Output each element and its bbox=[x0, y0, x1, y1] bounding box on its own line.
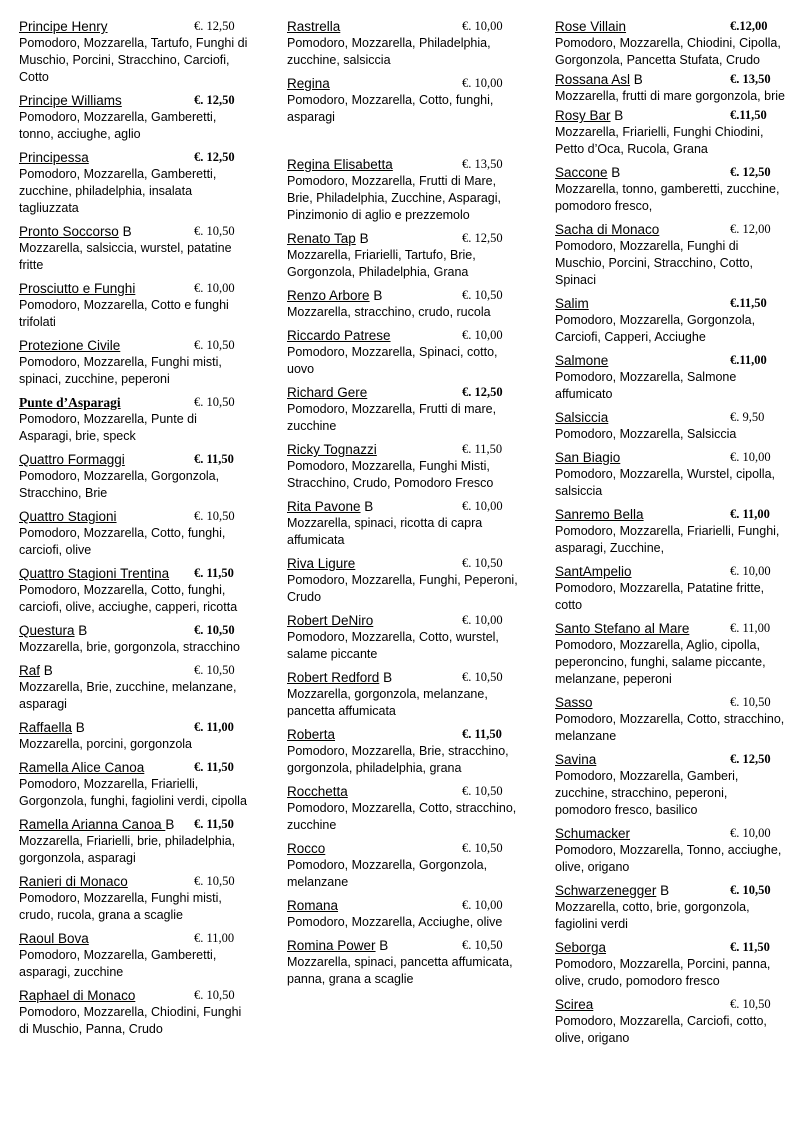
menu-item bbox=[287, 384, 519, 435]
menu-item-header bbox=[555, 620, 787, 637]
pizza-name: Pronto Soccorso bbox=[19, 224, 119, 239]
pizza-tag: B bbox=[74, 623, 88, 638]
pizza-tag: B bbox=[630, 72, 643, 87]
pizza-name: Questura bbox=[19, 623, 75, 638]
pizza-ingredients: Pomodoro, Mozzarella, Chiodini, Cipolla, Gorgonzola, Pancetta Stufata, Crudo bbox=[555, 36, 781, 67]
pizza-price: €. 11,50 bbox=[194, 817, 234, 831]
menu-item-header bbox=[287, 441, 519, 458]
menu-item bbox=[19, 816, 251, 867]
pizza-price: €. 10,00 bbox=[462, 613, 503, 627]
menu-item bbox=[287, 555, 519, 606]
pizza-ingredients: Pomodoro, Mozzarella, Carciofi, cotto, olive, origano bbox=[555, 1014, 767, 1045]
menu-item-header bbox=[287, 287, 519, 304]
menu-item-header bbox=[19, 223, 251, 240]
pizza-price: €. 12,50 bbox=[462, 385, 503, 399]
menu-item-header bbox=[555, 164, 787, 181]
pizza-price: €. 12,50 bbox=[462, 231, 503, 245]
menu-item bbox=[19, 337, 251, 388]
menu-item-header bbox=[555, 409, 787, 426]
pizza-price: €. 12,50 bbox=[730, 752, 771, 766]
pizza-name: Principe Henry bbox=[19, 19, 108, 34]
menu-item bbox=[19, 719, 251, 753]
pizza-name: Riccardo Patrese bbox=[287, 328, 391, 343]
menu-item-header bbox=[555, 506, 787, 523]
pizza-price: €. 10,00 bbox=[730, 450, 771, 464]
pizza-name: Punte d’Asparagi bbox=[19, 395, 121, 410]
pizza-name: Schwarzenegger bbox=[555, 883, 657, 898]
pizza-ingredients: Pomodoro, Mozzarella, Cotto, stracchino, zucchine bbox=[287, 801, 517, 832]
pizza-name: Quattro Stagioni Trentina bbox=[19, 566, 170, 581]
menu-item-header bbox=[19, 719, 251, 736]
pizza-price: €. 11,50 bbox=[194, 566, 234, 580]
pizza-name: Salsiccia bbox=[555, 410, 609, 425]
menu-item bbox=[287, 783, 519, 834]
pizza-name: Prosciutto e Funghi bbox=[19, 281, 136, 296]
menu-item bbox=[19, 280, 251, 331]
menu-item-header bbox=[287, 555, 519, 572]
pizza-tag: B bbox=[72, 720, 85, 735]
menu-item bbox=[555, 506, 787, 557]
pizza-name: Rastrella bbox=[287, 19, 341, 34]
pizza-ingredients: Pomodoro, Mozzarella, Tartufo, Funghi di Muschio, Porcini, Stracchino, Carciofi, Cotto bbox=[19, 36, 248, 84]
pizza-ingredients: Pomodoro, Mozzarella, Wurstel, cipolla, salsiccia bbox=[555, 467, 775, 498]
pizza-price: €. 10,50 bbox=[194, 509, 235, 523]
menu-item bbox=[19, 18, 251, 86]
pizza-price: €. 10,50 bbox=[462, 938, 503, 952]
menu-item bbox=[19, 565, 251, 616]
pizza-name: Rose Villain bbox=[555, 19, 627, 34]
menu-item bbox=[555, 18, 787, 69]
pizza-tag: B bbox=[379, 670, 393, 685]
pizza-price: €. 11,50 bbox=[194, 760, 234, 774]
menu-item bbox=[287, 18, 519, 69]
pizza-ingredients: Pomodoro, Mozzarella, Gorgonzola, Carciofi, Capperi, Acciughe bbox=[555, 313, 756, 344]
pizza-name: Sasso bbox=[555, 695, 593, 710]
pizza-price: €. 12,50 bbox=[194, 150, 235, 164]
pizza-ingredients: Pomodoro, Mozzarella, Tonno, acciughe, olive, origano bbox=[555, 843, 782, 874]
pizza-ingredients: Pomodoro, Mozzarella, Acciughe, olive bbox=[287, 915, 503, 929]
pizza-price: €. 10,00 bbox=[730, 564, 771, 578]
pizza-ingredients: Mozzarella, gorgonzola, melanzane, pancetta affumicata bbox=[287, 687, 488, 718]
pizza-price: €. 10,50 bbox=[730, 883, 771, 897]
pizza-name: SantAmpelio bbox=[555, 564, 632, 579]
menu-item-header bbox=[555, 18, 787, 35]
menu-item bbox=[555, 295, 787, 346]
pizza-name: Savina bbox=[555, 752, 597, 767]
pizza-ingredients: Pomodoro, Mozzarella, Cotto, funghi, carciofi, olive bbox=[19, 526, 226, 557]
pizza-ingredients: Pomodoro, Mozzarella, Frutti di Mare, Brie, Philadelphia, Zucchine, Asparagi, Pinzimonio di aglio e prezzemolo bbox=[287, 174, 502, 222]
pizza-price: €. 10,50 bbox=[194, 623, 235, 637]
pizza-name: Robert DeNiro bbox=[287, 613, 374, 628]
menu-item bbox=[555, 71, 787, 105]
menu-item bbox=[287, 840, 519, 891]
menu-item-header bbox=[555, 71, 787, 88]
menu-item-header bbox=[19, 337, 251, 354]
pizza-price: €. 11,00 bbox=[730, 507, 770, 521]
pizza-ingredients: Pomodoro, Mozzarella, Gorgonzola, Stracchino, Brie bbox=[19, 469, 220, 500]
pizza-name: Salim bbox=[555, 296, 589, 311]
menu-item bbox=[555, 996, 787, 1047]
pizza-name: Saccone bbox=[555, 165, 608, 180]
menu-item-header bbox=[287, 230, 519, 247]
menu-item bbox=[19, 508, 251, 559]
menu-item bbox=[287, 498, 519, 549]
pizza-ingredients: Pomodoro, Mozzarella, Funghi di Muschio, Porcini, Stracchino, Cotto, Spinaci bbox=[555, 239, 753, 287]
pizza-price: €. 11,50 bbox=[462, 442, 503, 456]
menu-item bbox=[287, 937, 519, 988]
pizza-tag: B bbox=[375, 938, 389, 953]
pizza-ingredients: Pomodoro, Mozzarella, Gamberetti, tonno, acciughe, aglio bbox=[19, 110, 217, 141]
pizza-price: €. 10,50 bbox=[194, 988, 235, 1002]
pizza-price: €. 13,50 bbox=[462, 157, 503, 171]
pizza-ingredients: Pomodoro, Mozzarella, Cotto, stracchino, melanzane bbox=[555, 712, 785, 743]
pizza-price: €. 11,50 bbox=[730, 940, 770, 954]
pizza-price: €. 10,50 bbox=[462, 288, 503, 302]
menu-item bbox=[555, 825, 787, 876]
menu-item-header bbox=[555, 996, 787, 1013]
pizza-name: Regina bbox=[287, 76, 330, 91]
pizza-name: Rita Pavone bbox=[287, 499, 361, 514]
menu-column-1 bbox=[19, 18, 251, 1044]
pizza-ingredients: Pomodoro, Mozzarella, Cotto, wurstel, salame piccante bbox=[287, 630, 499, 661]
pizza-ingredients: Pomodoro, Mozzarella, Funghi, Peperoni, Crudo bbox=[287, 573, 518, 604]
menu-item bbox=[555, 221, 787, 289]
menu-item bbox=[555, 107, 787, 158]
menu-item bbox=[555, 751, 787, 819]
menu-item bbox=[19, 759, 251, 810]
pizza-name: Ramella Alice Canoa bbox=[19, 760, 145, 775]
pizza-price: €. 12,50 bbox=[194, 93, 235, 107]
pizza-name: Salmone bbox=[555, 353, 609, 368]
pizza-price: €.11,50 bbox=[730, 296, 767, 310]
pizza-price: €. 11,00 bbox=[194, 931, 235, 945]
pizza-tag: B bbox=[607, 165, 621, 180]
menu-item bbox=[287, 612, 519, 663]
menu-item-header bbox=[287, 18, 519, 35]
pizza-ingredients: Pomodoro, Mozzarella, Friarielli, Funghi, asparagi, Zucchine, bbox=[555, 524, 780, 555]
pizza-name: Regina Elisabetta bbox=[287, 157, 393, 172]
menu-item bbox=[19, 873, 251, 924]
menu-item-header bbox=[19, 987, 251, 1004]
pizza-price: €. 10,50 bbox=[730, 997, 771, 1011]
pizza-tag: B bbox=[360, 499, 374, 514]
pizza-price: €.12,00 bbox=[730, 19, 768, 33]
pizza-ingredients: Mozzarella, Friarielli, Funghi Chiodini, Petto d’Oca, Rucola, Grana bbox=[555, 125, 764, 156]
pizza-ingredients: Pomodoro, Mozzarella, Brie, stracchino, gorgonzola, philadelphia, grana bbox=[287, 744, 509, 775]
menu-item-header bbox=[19, 280, 251, 297]
pizza-ingredients: Pomodoro, Mozzarella, Aglio, cipolla, peperoncino, funghi, salame piccante, melanzane, peperoni bbox=[555, 638, 766, 686]
pizza-name: Quattro Stagioni bbox=[19, 509, 117, 524]
menu-item bbox=[287, 327, 519, 378]
menu-item-header bbox=[19, 18, 251, 35]
menu-item-header bbox=[287, 156, 519, 173]
pizza-name: Quattro Formaggi bbox=[19, 452, 125, 467]
menu-item-header bbox=[19, 394, 251, 411]
pizza-ingredients: Mozzarella, tonno, gamberetti, zucchine, pomodoro fresco, bbox=[555, 182, 780, 213]
pizza-price: €. 10,50 bbox=[462, 556, 503, 570]
pizza-name: Ramella Arianna Canoa bbox=[19, 817, 166, 832]
menu-item bbox=[555, 409, 787, 443]
pizza-ingredients: Pomodoro, Mozzarella, Patatine fritte, cotto bbox=[555, 581, 765, 612]
menu-item-header bbox=[555, 694, 787, 711]
menu-item bbox=[19, 662, 251, 713]
pizza-price: €. 9,50 bbox=[730, 410, 765, 424]
menu-item-header bbox=[19, 662, 251, 679]
pizza-price: €. 11,50 bbox=[462, 727, 502, 741]
menu-item-header bbox=[19, 816, 251, 833]
menu-item-header bbox=[287, 783, 519, 800]
pizza-price: €. 11,00 bbox=[194, 720, 234, 734]
pizza-price: €. 12,50 bbox=[194, 19, 235, 33]
menu-item bbox=[19, 987, 251, 1038]
menu-item bbox=[19, 394, 251, 445]
menu-item bbox=[19, 149, 251, 217]
menu-item bbox=[287, 75, 519, 126]
menu-column-3 bbox=[555, 18, 787, 1053]
pizza-name: Raphael di Monaco bbox=[19, 988, 136, 1003]
pizza-ingredients: Pomodoro, Mozzarella, Chiodini, Funghi di Muschio, Panna, Crudo bbox=[19, 1005, 242, 1036]
pizza-ingredients: Pomodoro, Mozzarella, Funghi misti, crudo, rucola, grana a scaglie bbox=[19, 891, 222, 922]
pizza-price: €. 10,00 bbox=[730, 826, 771, 840]
menu-item-header bbox=[287, 937, 519, 954]
pizza-ingredients: Pomodoro, Mozzarella, Funghi Misti, Stracchino, Crudo, Pomodoro Fresco bbox=[287, 459, 494, 490]
menu-item-header bbox=[555, 939, 787, 956]
pizza-name: Schumacker bbox=[555, 826, 631, 841]
pizza-tag: B bbox=[369, 288, 383, 303]
pizza-price: €. 10,50 bbox=[194, 338, 235, 352]
menu-column-2 bbox=[287, 18, 519, 994]
menu-item bbox=[287, 441, 519, 492]
menu-item-header bbox=[19, 930, 251, 947]
menu-item-header bbox=[555, 352, 787, 369]
menu-item-header bbox=[287, 384, 519, 401]
menu-item-header bbox=[555, 825, 787, 842]
pizza-tag: B bbox=[355, 231, 369, 246]
pizza-name: Raf bbox=[19, 663, 41, 678]
pizza-ingredients: Pomodoro, Mozzarella, Gamberetti, zucchine, philadelphia, insalata tagliuzzata bbox=[19, 167, 217, 215]
menu-item bbox=[287, 230, 519, 281]
pizza-ingredients: Mozzarella, frutti di mare gorgonzola, brie bbox=[555, 89, 785, 103]
pizza-ingredients: Mozzarella, spinaci, pancetta affumicata, panna, grana a scaglie bbox=[287, 955, 513, 986]
pizza-price: €. 11,00 bbox=[730, 621, 771, 635]
pizza-name: Scirea bbox=[555, 997, 594, 1012]
menu-item-header bbox=[19, 873, 251, 890]
menu-item bbox=[19, 223, 251, 274]
pizza-price: €. 12,00 bbox=[730, 222, 771, 236]
pizza-price: €. 10,50 bbox=[194, 395, 235, 409]
pizza-tag: B bbox=[40, 663, 53, 678]
pizza-ingredients: Mozzarella, stracchino, crudo, rucola bbox=[287, 305, 491, 319]
pizza-ingredients: Pomodoro, Mozzarella, Spinaci, cotto, uovo bbox=[287, 345, 498, 376]
pizza-ingredients: Mozzarella, Friarielli, brie, philadelphia, gorgonzola, asparagi bbox=[19, 834, 236, 865]
pizza-ingredients: Pomodoro, Mozzarella, Frutti di mare, zucchine bbox=[287, 402, 497, 433]
pizza-ingredients: Pomodoro, Mozzarella, Cotto e funghi trifolati bbox=[19, 298, 229, 329]
pizza-ingredients: Mozzarella, Brie, zucchine, melanzane, asparagi bbox=[19, 680, 237, 711]
pizza-name: Richard Gere bbox=[287, 385, 368, 400]
pizza-name: Romina Power bbox=[287, 938, 376, 953]
pizza-ingredients: Pomodoro, Mozzarella, Porcini, panna, olive, crudo, pomodoro fresco bbox=[555, 957, 771, 988]
menu-item-header bbox=[555, 221, 787, 238]
menu-item-header bbox=[19, 565, 251, 582]
menu-item bbox=[287, 897, 519, 931]
pizza-price: €. 11,50 bbox=[194, 452, 234, 466]
pizza-name: Ranieri di Monaco bbox=[19, 874, 128, 889]
pizza-tag: B bbox=[165, 817, 175, 832]
pizza-ingredients: Mozzarella, spinaci, ricotta di capra affumicata bbox=[287, 516, 483, 547]
pizza-name: Rossana Asl bbox=[555, 72, 631, 87]
pizza-name: Riva Ligure bbox=[287, 556, 356, 571]
pizza-ingredients: Pomodoro, Mozzarella, Salmone affumicato bbox=[555, 370, 737, 401]
pizza-price: €. 10,00 bbox=[462, 499, 503, 513]
menu-item bbox=[555, 164, 787, 215]
menu-item-header bbox=[555, 107, 787, 124]
menu-item-header bbox=[287, 498, 519, 515]
menu-item-header bbox=[287, 726, 519, 743]
menu-item-header bbox=[287, 840, 519, 857]
pizza-ingredients: Mozzarella, brie, gorgonzola, stracchino bbox=[19, 640, 240, 654]
menu-item bbox=[555, 352, 787, 403]
pizza-price: €. 10,50 bbox=[462, 670, 503, 684]
menu-item bbox=[287, 669, 519, 720]
pizza-name: Renzo Arbore bbox=[287, 288, 370, 303]
pizza-name: Rocco bbox=[287, 841, 326, 856]
pizza-ingredients: Pomodoro, Mozzarella, Cotto, funghi, asparagi bbox=[287, 93, 494, 124]
pizza-ingredients: Pomodoro, Mozzarella, Funghi misti, spinaci, zucchine, peperoni bbox=[19, 355, 222, 386]
pizza-name: Robert Redford bbox=[287, 670, 380, 685]
pizza-name: Protezione Civile bbox=[19, 338, 121, 353]
pizza-name: Renato Tap bbox=[287, 231, 356, 246]
menu-item bbox=[555, 882, 787, 933]
menu-item bbox=[19, 622, 251, 656]
pizza-name: Principessa bbox=[19, 150, 89, 165]
pizza-price: €. 10,50 bbox=[730, 695, 771, 709]
pizza-ingredients: Mozzarella, cotto, brie, gorgonzola, fagiolini verdi bbox=[555, 900, 750, 931]
menu-item-header bbox=[287, 75, 519, 92]
menu-item bbox=[19, 92, 251, 143]
menu-item-header bbox=[555, 751, 787, 768]
menu-item-header bbox=[287, 612, 519, 629]
menu-item-header bbox=[19, 759, 251, 776]
pizza-ingredients: Mozzarella, Friarielli, Tartufo, Brie, Gorgonzola, Philadelphia, Grana bbox=[287, 248, 476, 279]
pizza-name: Roberta bbox=[287, 727, 336, 742]
pizza-name: Raoul Bova bbox=[19, 931, 89, 946]
pizza-price: €. 10,50 bbox=[194, 663, 235, 677]
pizza-name: Santo Stefano al Mare bbox=[555, 621, 690, 636]
pizza-ingredients: Pomodoro, Mozzarella, Friarielli, Gorgonzola, funghi, fagiolini verdi, cipolla bbox=[19, 777, 247, 808]
pizza-name: Rosy Bar bbox=[555, 108, 611, 123]
pizza-price: €. 10,50 bbox=[462, 784, 503, 798]
pizza-name: Seborga bbox=[555, 940, 607, 955]
pizza-tag: B bbox=[118, 224, 132, 239]
pizza-name: Ricky Tognazzi bbox=[287, 442, 377, 457]
pizza-price: €. 10,00 bbox=[462, 898, 503, 912]
menu-item bbox=[555, 694, 787, 745]
pizza-ingredients: Mozzarella, salsiccia, wurstel, patatine fritte bbox=[19, 241, 232, 272]
menu-item-header bbox=[555, 563, 787, 580]
pizza-tag: B bbox=[656, 883, 670, 898]
pizza-name: Raffaella bbox=[19, 720, 73, 735]
menu-item bbox=[19, 451, 251, 502]
pizza-price: €. 10,50 bbox=[194, 874, 235, 888]
pizza-ingredients: Pomodoro, Mozzarella, Salsiccia bbox=[555, 427, 737, 441]
pizza-price: €. 10,00 bbox=[462, 76, 503, 90]
pizza-ingredients: Pomodoro, Mozzarella, Cotto, funghi, carciofi, olive, acciughe, capperi, ricotta bbox=[19, 583, 238, 614]
menu-item bbox=[19, 930, 251, 981]
pizza-price: €.11,00 bbox=[730, 353, 767, 367]
menu-item-header bbox=[555, 295, 787, 312]
menu-item bbox=[555, 620, 787, 688]
menu-item bbox=[555, 449, 787, 500]
pizza-name: Rocchetta bbox=[287, 784, 348, 799]
pizza-name: Romana bbox=[287, 898, 339, 913]
pizza-price: €. 10,50 bbox=[462, 841, 503, 855]
pizza-ingredients: Pomodoro, Mozzarella, Philadelphia, zucchine, salsiccia bbox=[287, 36, 491, 67]
pizza-price: €. 10,50 bbox=[194, 224, 235, 238]
pizza-price: €. 10,00 bbox=[462, 328, 503, 342]
pizza-tag: B bbox=[610, 108, 624, 123]
menu-item-header bbox=[19, 508, 251, 525]
pizza-name: Principe Williams bbox=[19, 93, 122, 108]
pizza-name: San Biagio bbox=[555, 450, 621, 465]
pizza-name: Sacha di Monaco bbox=[555, 222, 660, 237]
menu-item-header bbox=[555, 882, 787, 899]
menu-item-header bbox=[287, 897, 519, 914]
menu-item bbox=[287, 726, 519, 777]
menu-item bbox=[555, 939, 787, 990]
pizza-ingredients: Mozzarella, porcini, gorgonzola bbox=[19, 737, 193, 751]
menu-item bbox=[555, 563, 787, 614]
pizza-price: €. 12,50 bbox=[730, 165, 771, 179]
menu-item bbox=[287, 156, 519, 224]
menu-item-header bbox=[19, 149, 251, 166]
menu-item-header bbox=[19, 451, 251, 468]
menu-item-header bbox=[19, 92, 251, 109]
pizza-ingredients: Pomodoro, Mozzarella, Punte di Asparagi, brie, speck bbox=[19, 412, 197, 443]
pizza-ingredients: Pomodoro, Mozzarella, Gorgonzola, melanzane bbox=[287, 858, 488, 889]
pizza-price: €.11,50 bbox=[730, 108, 767, 122]
menu-item-header bbox=[19, 622, 251, 639]
pizza-name: Sanremo Bella bbox=[555, 507, 644, 522]
menu-item-header bbox=[287, 327, 519, 344]
menu-item-header bbox=[555, 449, 787, 466]
menu-item-header bbox=[287, 669, 519, 686]
pizza-ingredients: Pomodoro, Mozzarella, Gamberi, zucchine, stracchino, peperoni, pomodoro fresco, basilico bbox=[555, 769, 739, 817]
pizza-price: €. 10,00 bbox=[462, 19, 503, 33]
menu-item bbox=[287, 287, 519, 321]
pizza-price: €. 10,00 bbox=[194, 281, 235, 295]
pizza-price: €. 13,50 bbox=[730, 72, 771, 86]
pizza-ingredients: Pomodoro, Mozzarella, Gamberetti, asparagi, zucchine bbox=[19, 948, 217, 979]
